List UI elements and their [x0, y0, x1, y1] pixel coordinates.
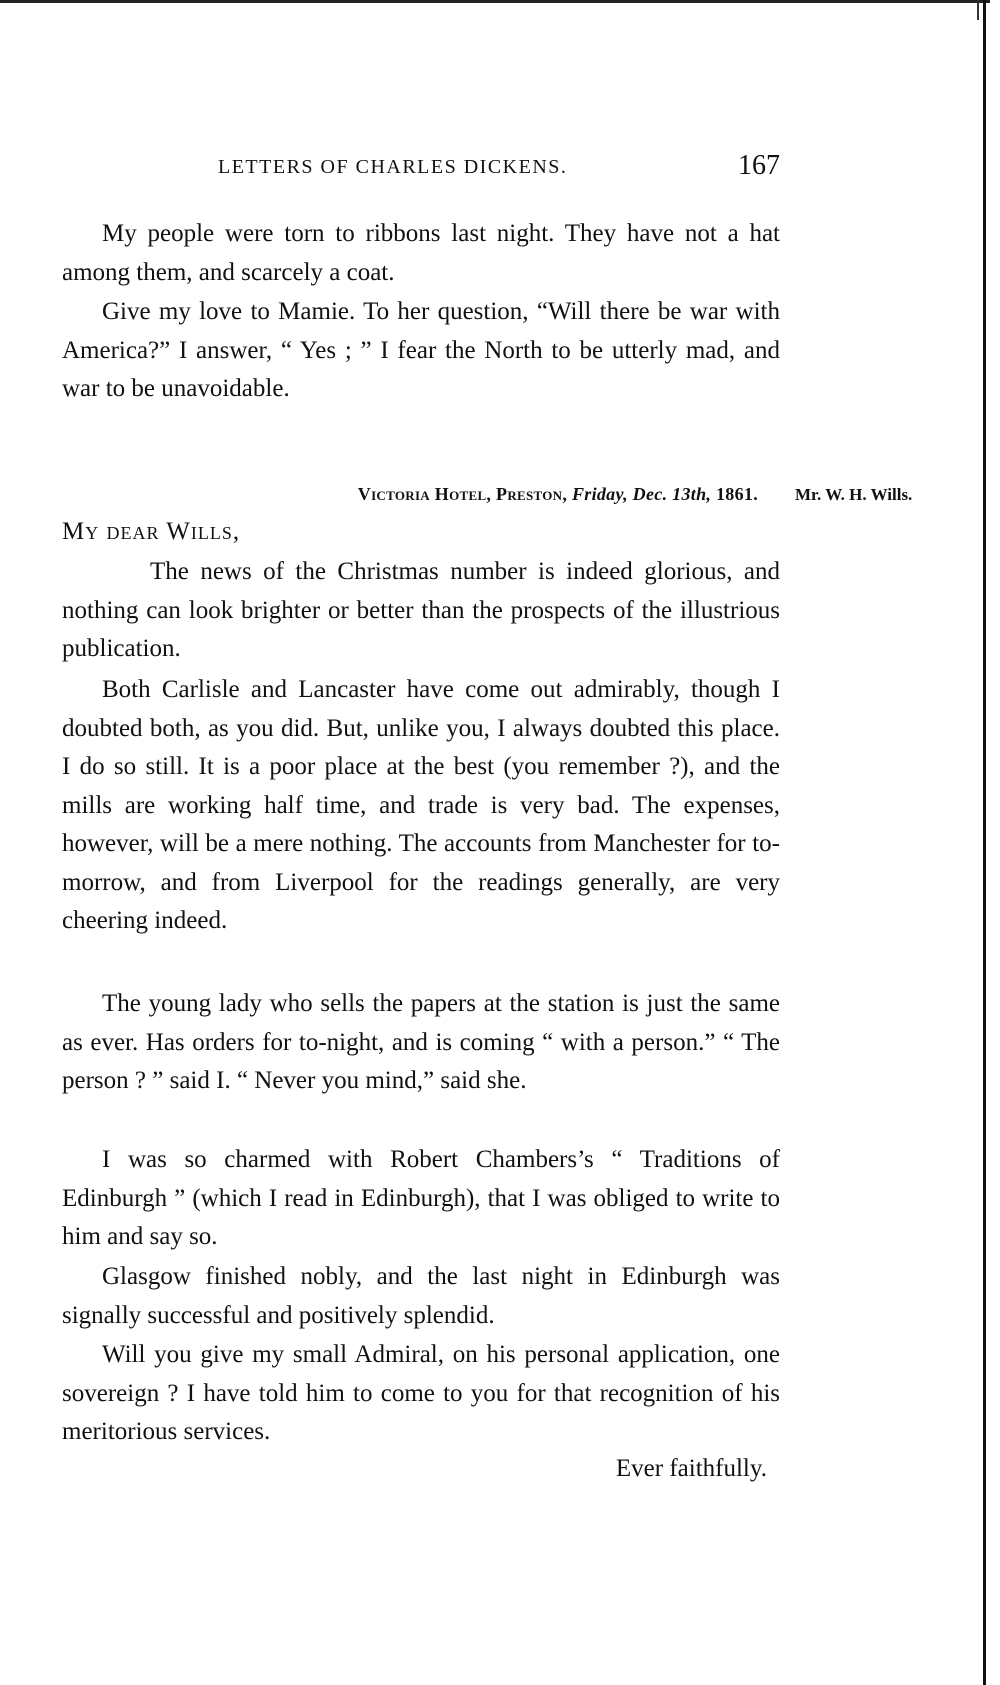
letter-paragraph-2: Both Carlisle and Lancaster have come out admirably, though I doubted both, as you did. But, unlike you, I always doubted this place. I do so still. It is a poor place at the best (you remember ?), and the mills are working half time, and trade is very bad. The expenses, however, will be a mere nothing. The accounts from Manchester for to-morrow, and from Liverpool for the readings generally, are very cheering indeed. — [62, 676, 780, 934]
previous-letter-paragraph-2: Give my love to Mamie. To her question, “Will there be war with America?” I answer, “ Yes ; ” I fear the North to be utterly mad, and war to be unavoidable. — [62, 298, 780, 402]
dateline-year: 1861. — [716, 484, 758, 504]
previous-letter-paragraph-1: My people were torn to ribbons last night. They have not a hat among them, and scarcely a coat. — [62, 220, 780, 286]
salutation: My dear Wills, — [62, 518, 241, 545]
letter-paragraph-6: Will you give my small Admiral, on his personal application, one sovereign ? I have told him to come to you for that recognition of his meritorious services. — [62, 1341, 780, 1445]
letter-paragraph-3: The young lady who sells the papers at the station is just the same as ever. Has orders for to-night, and is coming “ with a person.” “ The person ? ” said I. “ Never you mind,” said she. — [62, 990, 780, 1094]
letter-paragraph-5: Glasgow finished nobly, and the last night in Edinburgh was signally successful and positively splendid. — [62, 1263, 780, 1329]
letter-closing: Ever faithfully. — [615, 1455, 767, 1482]
page-number: 167 — [738, 150, 780, 181]
letter-paragraph-1: The news of the Christmas number is indeed glorious, and nothing can look brighter or better than the prospects of the illustrious publication. — [62, 558, 780, 662]
running-title: LETTERS OF CHARLES DICKENS. — [218, 156, 568, 178]
recipient-margin-note: Mr. W. H. Wills. — [795, 485, 913, 504]
page-top-border — [0, 0, 990, 3]
page-right-border — [983, 0, 986, 1685]
dateline-place: Victoria Hotel, Preston, — [357, 484, 568, 504]
page-corner-mark — [977, 0, 979, 20]
dateline-date: Friday, Dec. 13th, — [571, 484, 712, 504]
letter-dateline — [120, 484, 758, 505]
letter-paragraph-4: I was so charmed with Robert Chambers’s “ Traditions of Edinburgh ” (which I read in Edinburgh), that I was obliged to write to him and say so. — [62, 1146, 780, 1250]
